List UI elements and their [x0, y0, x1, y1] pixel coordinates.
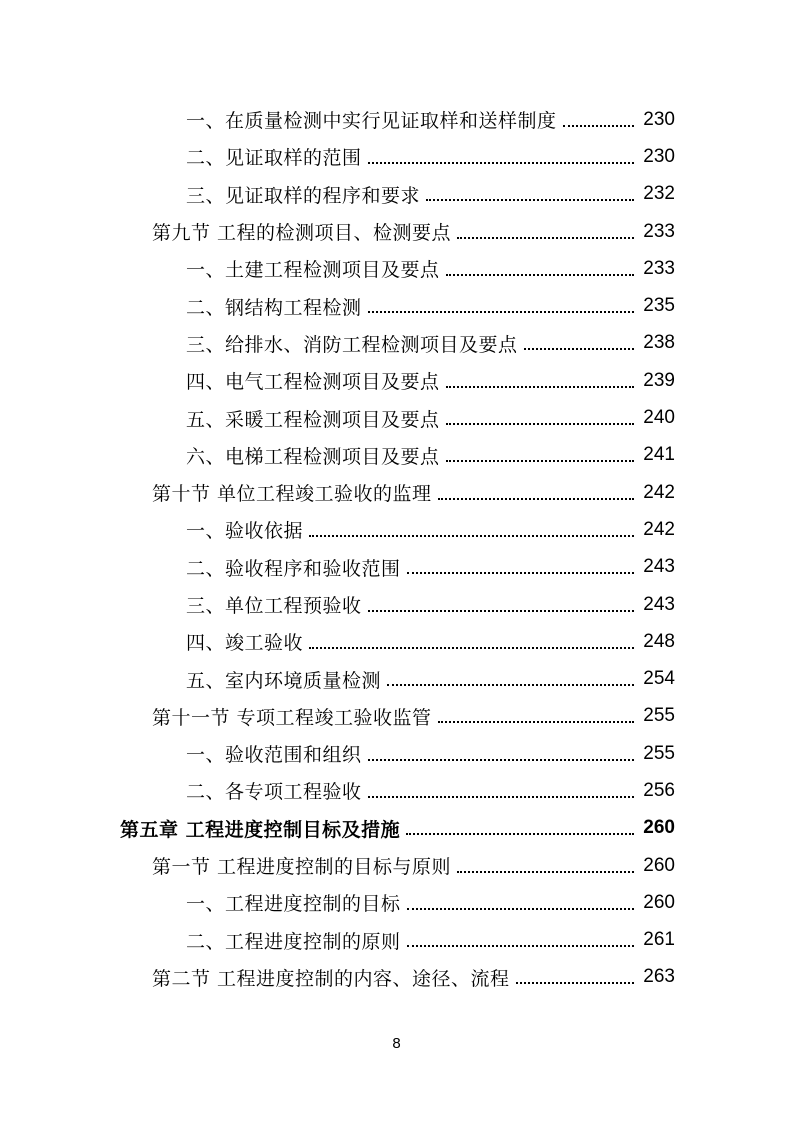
toc-entry[interactable]	[0, 549, 793, 586]
toc-entry-page: 260	[643, 817, 675, 839]
toc-dot-leader	[446, 386, 634, 388]
toc-dot-leader	[368, 796, 634, 798]
toc-section-entry[interactable]	[0, 959, 793, 996]
toc-section-entry[interactable]	[0, 847, 793, 884]
toc-section-entry[interactable]	[0, 474, 793, 511]
toc-dot-leader	[407, 908, 634, 910]
toc-dot-leader	[407, 945, 634, 947]
toc-dot-leader	[457, 237, 634, 239]
toc-entry-page: 233	[643, 220, 675, 242]
toc-chapter-entry[interactable]	[0, 810, 793, 847]
toc-entry-page: 235	[643, 295, 675, 317]
toc-entry-page: 256	[643, 779, 675, 801]
toc-entry-title: 第九节 工程的检测项目、检测要点	[152, 222, 452, 245]
toc-entry-title: 第十一节 专项工程竣工验收监管	[152, 706, 432, 729]
toc-entry-title: 第二节 工程进度控制的内容、途径、流程	[152, 967, 510, 990]
toc-entry[interactable]	[0, 325, 793, 362]
toc-entry-title: 二、验收程序和验收范围	[186, 557, 401, 580]
toc-entry-title: 五、室内环境质量检测	[186, 669, 382, 692]
toc-entry-page: 238	[643, 332, 675, 354]
toc-entry[interactable]	[0, 101, 793, 138]
toc-entry[interactable]	[0, 437, 793, 474]
toc-entry-page: 255	[643, 742, 675, 764]
toc-entry[interactable]	[0, 138, 793, 175]
toc-dot-leader	[438, 498, 634, 500]
toc-entry-page: 255	[643, 705, 675, 727]
toc-entry[interactable]	[0, 399, 793, 436]
toc-section-entry[interactable]	[0, 698, 793, 735]
toc-dot-leader	[368, 610, 634, 612]
toc-entry-title: 六、电梯工程检测项目及要点	[186, 445, 440, 468]
toc-dot-leader	[446, 460, 634, 462]
toc-dot-leader	[426, 199, 634, 201]
toc-entry-page: 260	[643, 854, 675, 876]
toc-entry-title: 四、电气工程检测项目及要点	[186, 371, 440, 394]
toc-entry-title: 二、钢结构工程检测	[186, 296, 362, 319]
toc-entry-title: 一、验收依据	[186, 520, 304, 543]
toc-entry-page: 232	[643, 183, 675, 205]
table-of-contents	[0, 101, 793, 996]
toc-entry-page: 233	[643, 257, 675, 279]
toc-entry[interactable]	[0, 922, 793, 959]
toc-entry[interactable]	[0, 362, 793, 399]
toc-entry-title: 一、在质量检测中实行见证取样和送样制度	[186, 110, 557, 133]
toc-entry[interactable]	[0, 250, 793, 287]
toc-dot-leader	[438, 721, 634, 723]
toc-dot-leader	[309, 647, 634, 649]
toc-entry-page: 230	[643, 145, 675, 167]
toc-dot-leader	[309, 535, 634, 537]
toc-entry-title: 二、工程进度控制的原则	[186, 930, 401, 953]
toc-dot-leader	[563, 125, 634, 127]
toc-entry-page: 230	[643, 108, 675, 130]
toc-dot-leader	[368, 162, 634, 164]
toc-dot-leader	[446, 274, 634, 276]
toc-entry[interactable]	[0, 176, 793, 213]
toc-dot-leader	[368, 759, 634, 761]
toc-entry[interactable]	[0, 772, 793, 809]
toc-dot-leader	[406, 833, 634, 835]
toc-entry-title: 一、验收范围和组织	[186, 744, 362, 767]
page-number: 8	[392, 1035, 401, 1052]
toc-dot-leader	[387, 684, 634, 686]
toc-entry-title: 一、土建工程检测项目及要点	[186, 259, 440, 282]
toc-entry-page: 241	[643, 444, 675, 466]
toc-entry[interactable]	[0, 586, 793, 623]
toc-entry[interactable]	[0, 511, 793, 548]
toc-entry-page: 243	[643, 593, 675, 615]
toc-entry-title: 第一节 工程进度控制的目标与原则	[152, 856, 452, 879]
toc-entry-title: 二、各专项工程验收	[186, 781, 362, 804]
toc-dot-leader	[368, 311, 634, 313]
toc-entry[interactable]	[0, 287, 793, 324]
toc-entry-title: 四、竣工验收	[186, 632, 304, 655]
toc-dot-leader	[457, 871, 634, 873]
toc-entry-page: 243	[643, 556, 675, 578]
toc-entry[interactable]	[0, 660, 793, 697]
toc-entry-page: 254	[643, 668, 675, 690]
toc-entry[interactable]	[0, 884, 793, 921]
toc-entry-page: 263	[643, 966, 675, 988]
toc-entry-title: 三、单位工程预验收	[186, 595, 362, 617]
toc-entry-title: 三、给排水、消防工程检测项目及要点	[186, 333, 518, 356]
toc-entry-page: 261	[643, 929, 675, 951]
toc-entry-page: 260	[643, 891, 675, 913]
toc-entry[interactable]	[0, 623, 793, 660]
toc-entry-title: 二、见证取样的范围	[186, 147, 362, 170]
toc-entry-title: 第十节 单位工程竣工验收的监理	[152, 483, 432, 506]
toc-entry-page: 248	[643, 630, 675, 652]
toc-dot-leader	[407, 572, 634, 574]
toc-entry-page: 239	[643, 369, 675, 391]
toc-entry-title: 五、采暖工程检测项目及要点	[186, 408, 440, 431]
toc-entry-page: 242	[643, 481, 675, 503]
toc-entry-title: 一、工程进度控制的目标	[186, 893, 401, 916]
toc-entry-title: 三、见证取样的程序和要求	[186, 184, 421, 207]
toc-dot-leader	[446, 423, 634, 425]
toc-entry-title: 第五章 工程进度控制目标及措施	[120, 818, 401, 841]
toc-dot-leader	[516, 982, 634, 984]
toc-entry-page: 240	[643, 407, 675, 429]
toc-dot-leader	[524, 348, 634, 350]
toc-section-entry[interactable]	[0, 213, 793, 250]
toc-entry-page: 242	[643, 518, 675, 540]
toc-entry[interactable]	[0, 735, 793, 772]
